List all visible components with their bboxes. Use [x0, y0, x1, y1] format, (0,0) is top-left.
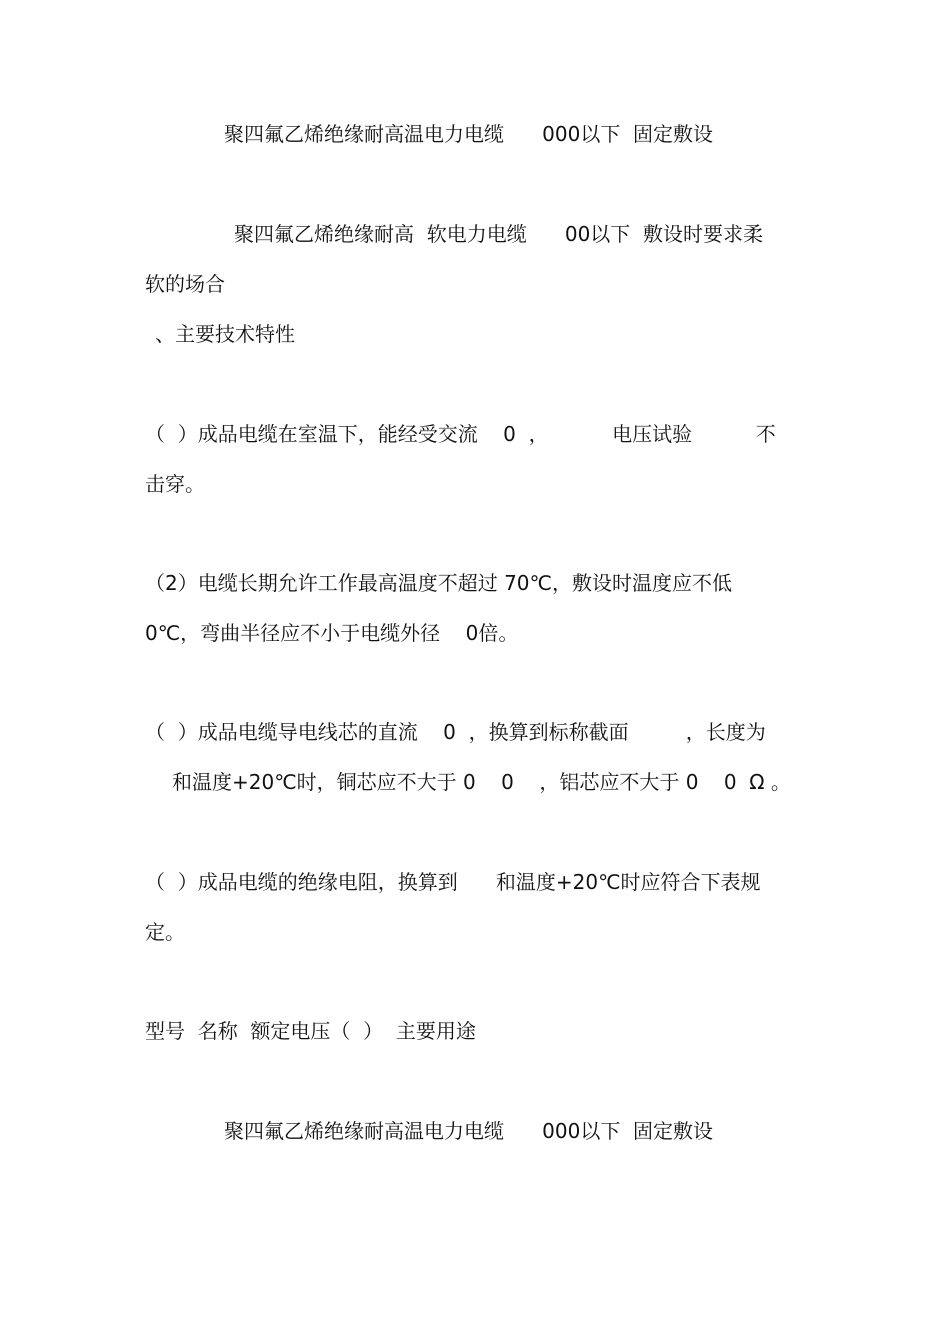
table-row-cable-3: 聚四氟乙烯绝缘耐高温电力电缆 000以下 固定敷设 [224, 1119, 714, 1143]
table-row-cable-1: 聚四氟乙烯绝缘耐高温电力电缆 000以下 固定敷设 [224, 122, 714, 146]
paragraph-1-line-2: 击穿。 [145, 472, 205, 496]
paragraph-1-line-1: （ ）成品电缆在室温下，能经受交流 0 ， 电压试验 不 [145, 422, 776, 446]
paragraph-2-line-1: （2）电缆长期允许工作最高温度不超过 70℃，敷设时温度应不低 [145, 571, 732, 595]
table-row-cable-2: 聚四氟乙烯绝缘耐高 软电力电缆 00以下 敷设时要求柔 [234, 222, 764, 246]
table-header: 型号 名称 额定电压（ ） 主要用途 [145, 1019, 476, 1043]
section-heading: 、主要技术特性 [155, 322, 295, 346]
paragraph-4-line-1: （ ）成品电缆的绝缘电阻，换算到 和温度+20℃时应符合下表规 [145, 870, 761, 894]
table-row-cable-2-continued: 软的场合 [145, 272, 225, 296]
paragraph-4-line-2: 定。 [145, 920, 185, 944]
paragraph-3-line-2: 和温度+20℃时，铜芯应不大于 0 0 ，铝芯应不大于 0 0 Ω 。 [172, 770, 791, 794]
paragraph-3-line-1: （ ）成品电缆导电线芯的直流 0 ，换算到标称截面 ，长度为 [145, 720, 766, 744]
paragraph-2-line-2: 0℃，弯曲半径应不小于电缆外径 0倍。 [145, 621, 519, 645]
